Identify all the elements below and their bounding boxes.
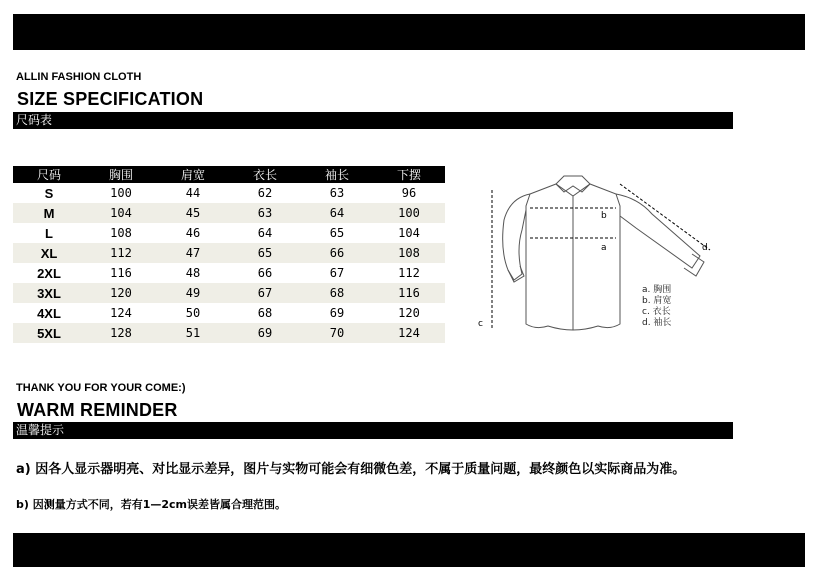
- brand-name: ALLIN FASHION CLOTH: [16, 71, 142, 83]
- size-table: [13, 166, 445, 343]
- note-color-difference: a) 因各人显示器明亮、对比显示差异，图片与实物可能会有细微色差，不属于质量问题，最终颜色以实际商品为准。: [16, 462, 686, 477]
- cell-length: 63: [229, 203, 301, 223]
- cell-hem: 104: [398, 226, 420, 240]
- cell-length: 62: [257, 186, 273, 200]
- legend-sleeve: d. 袖长: [642, 318, 672, 328]
- cell-shoulder: 50: [185, 306, 201, 320]
- top-banner-bar: [13, 14, 805, 50]
- cell-chest: 116: [110, 266, 132, 280]
- size-spec-title: SIZE SPECIFICATION: [17, 89, 204, 109]
- cell-sleeve: 67: [329, 266, 345, 280]
- cell-size: 3XL: [13, 283, 85, 303]
- bottom-banner-bar: [13, 533, 805, 567]
- cell-sleeve: 69: [329, 306, 345, 320]
- note-measurement-error: b) 因测量方式不同，若有1—2cm误差皆属合理范围。: [16, 498, 287, 511]
- cell-length: 68: [257, 306, 273, 320]
- cell-hem: 116: [373, 283, 445, 303]
- table-row: [13, 243, 445, 263]
- cell-size: S: [44, 185, 54, 201]
- table-row: [13, 223, 445, 243]
- reminder-title: WARM REMINDER: [17, 400, 178, 420]
- table-row: [13, 183, 445, 203]
- thanks-text: THANK YOU FOR YOUR COME:): [16, 382, 186, 394]
- cell-shoulder: 46: [185, 226, 201, 240]
- marker-a: a: [601, 243, 607, 253]
- table-row: [13, 203, 445, 223]
- cell-chest: 104: [85, 203, 157, 223]
- shirt-collar: [556, 176, 590, 192]
- cell-size: M: [13, 203, 85, 223]
- cell-size: 5XL: [13, 323, 85, 343]
- size-table-header: [13, 166, 445, 183]
- reminder-subtitle: 温馨提示: [13, 422, 733, 439]
- size-spec-subtitle: 尺码表: [13, 112, 733, 129]
- cell-chest: 100: [110, 186, 132, 200]
- header-chest: 胸围: [85, 166, 157, 183]
- cell-sleeve: 70: [301, 323, 373, 343]
- cell-chest: 112: [85, 243, 157, 263]
- cell-hem: 108: [373, 243, 445, 263]
- cell-length: 69: [229, 323, 301, 343]
- cell-sleeve: 65: [329, 226, 345, 240]
- table-row: [13, 303, 445, 323]
- cell-shoulder: 44: [185, 186, 201, 200]
- cell-shoulder: 45: [157, 203, 229, 223]
- table-row: [13, 323, 445, 343]
- table-row: [13, 283, 445, 303]
- table-row: [13, 263, 445, 283]
- cell-hem: 112: [398, 266, 420, 280]
- cell-size: XL: [13, 243, 85, 263]
- cell-hem: 100: [373, 203, 445, 223]
- cell-shoulder: 47: [157, 243, 229, 263]
- cell-chest: 108: [110, 226, 132, 240]
- cell-length: 65: [229, 243, 301, 263]
- cell-shoulder: 51: [157, 323, 229, 343]
- marker-c: c: [478, 319, 483, 329]
- cell-chest: 124: [110, 306, 132, 320]
- marker-b: b: [601, 211, 607, 221]
- measure-line-d: [620, 184, 710, 250]
- legend-shoulder: b. 肩宽: [642, 296, 672, 306]
- cell-size: 2XL: [37, 265, 61, 281]
- legend-chest: a. 胸围: [642, 285, 672, 295]
- cell-chest: 128: [85, 323, 157, 343]
- cell-hem: 120: [398, 306, 420, 320]
- cell-size: 4XL: [37, 305, 61, 321]
- header-size: 尺码: [13, 166, 85, 183]
- header-hem: 下摆: [373, 166, 445, 183]
- cell-sleeve: 66: [301, 243, 373, 263]
- cell-chest: 120: [85, 283, 157, 303]
- cell-sleeve: 68: [301, 283, 373, 303]
- cell-hem: 96: [401, 186, 417, 200]
- header-shoulder: 肩宽: [157, 166, 229, 183]
- shirt-measurement-diagram: [470, 170, 730, 340]
- cell-shoulder: 48: [185, 266, 201, 280]
- cell-sleeve: 63: [329, 186, 345, 200]
- cell-length: 64: [257, 226, 273, 240]
- cell-length: 66: [257, 266, 273, 280]
- header-sleeve: 袖长: [301, 166, 373, 183]
- header-length: 衣长: [229, 166, 301, 183]
- cell-length: 67: [229, 283, 301, 303]
- cell-shoulder: 49: [157, 283, 229, 303]
- legend-length: c. 衣长: [642, 307, 671, 317]
- cell-hem: 124: [373, 323, 445, 343]
- shirt-right-sleeve: [616, 194, 700, 268]
- cell-size: L: [45, 225, 53, 241]
- cell-sleeve: 64: [301, 203, 373, 223]
- marker-d: d: [702, 243, 708, 253]
